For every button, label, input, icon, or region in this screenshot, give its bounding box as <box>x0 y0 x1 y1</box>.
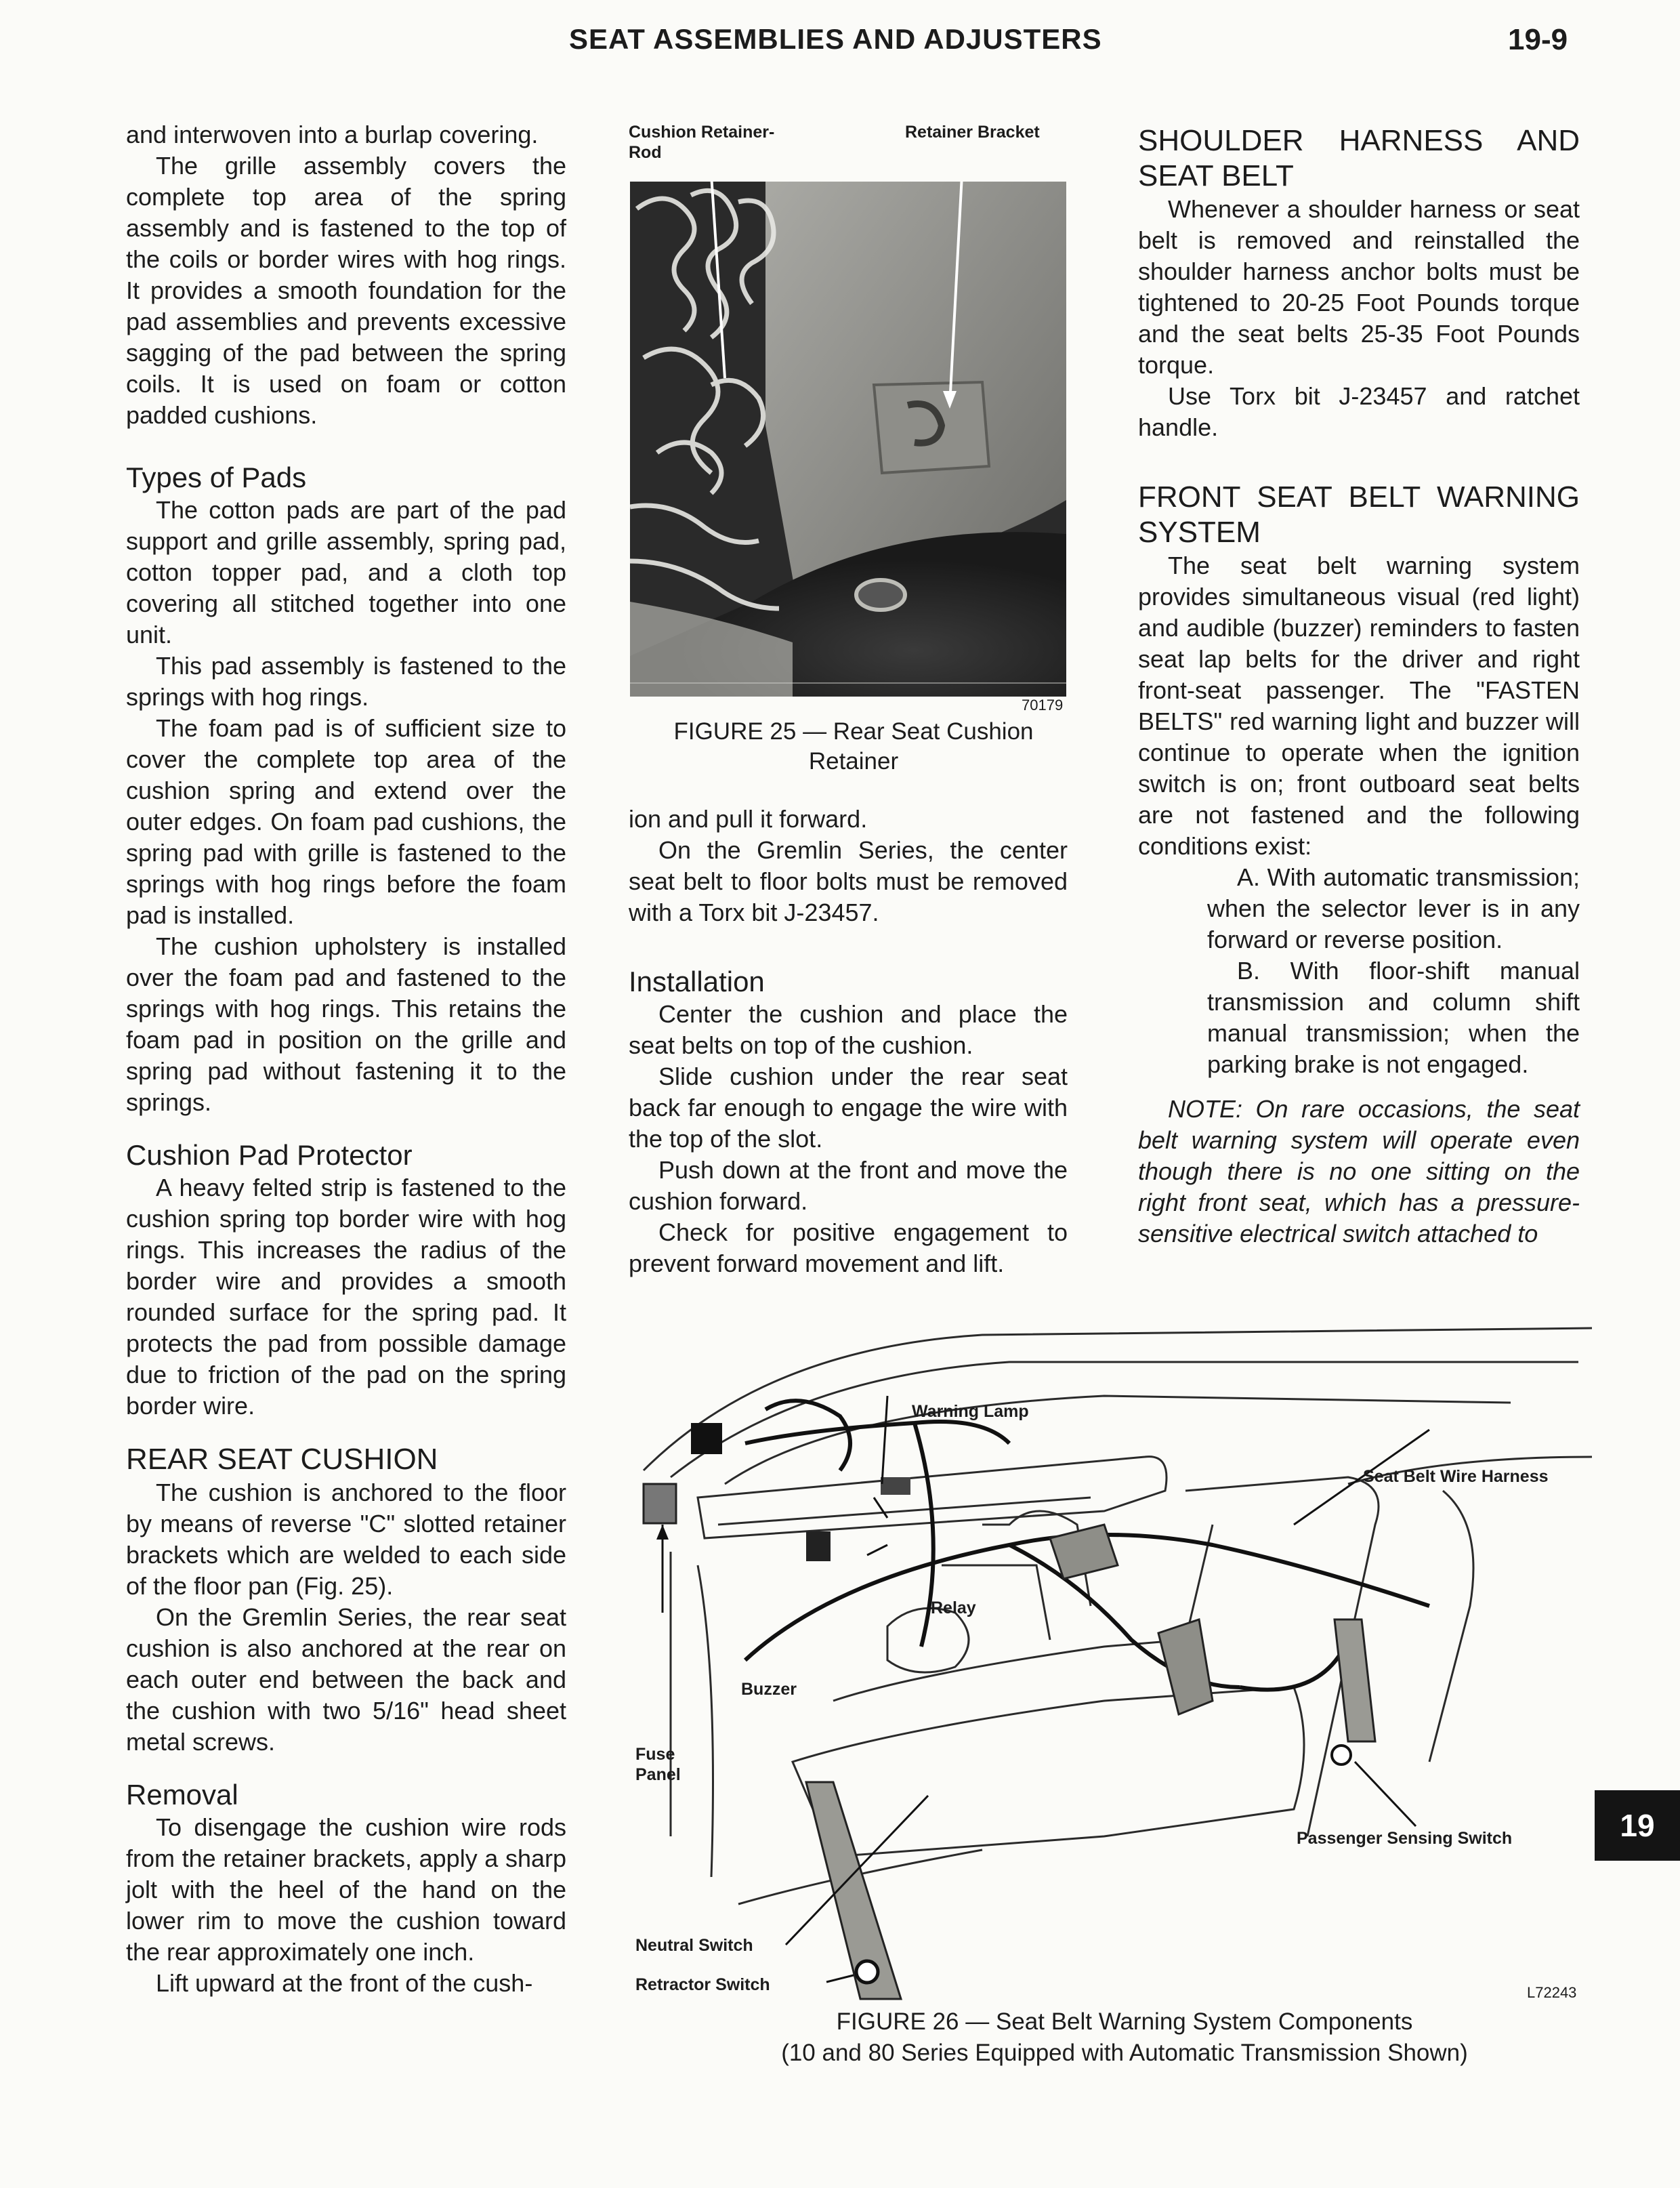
figure-26-label-warning-lamp: Warning Lamp <box>912 1402 1029 1421</box>
section-heading-types-of-pads: Types of Pads <box>126 461 307 493</box>
paragraph: To disengage the cushion wire rods from the retainer brackets, apply a sharp jolt with the heel of the hand on the lower rim to move the cushion toward the rear approximately one inch. <box>126 1813 566 1966</box>
figure-26-label-fuse-panel: Fuse Panel <box>635 1745 681 1784</box>
section-heading-rear-seat-cushion: REAR SEAT CUSHION <box>126 1443 438 1476</box>
figure-26-label-wire-harness: Seat Belt Wire Harness <box>1363 1467 1549 1486</box>
figure-25-photo <box>630 182 1066 697</box>
note-paragraph: NOTE: On rare occasions, the seat belt warning system will operate even though there is no one sitting on the right front seat, which has a pressure-sensitive electrical switch attached to <box>1138 1095 1580 1247</box>
figure-26-label-retractor-switch: Retractor Switch <box>635 1975 770 1994</box>
paragraph: Center the cushion and place the seat belts on top of the cushion. <box>629 1000 1068 1059</box>
section-heading-installation: Installation <box>629 966 765 997</box>
list-item: A. With automatic transmission; when the selector lever is in any forward or reverse position. <box>1207 863 1580 953</box>
section-tab: 19 <box>1595 1790 1680 1861</box>
paragraph: A heavy felted strip is fastened to the cushion spring top border wire with hog rings. This increases the radius of the border wire and provides a smooth rounded surface for the spring pad. It protects the pad from possible damage due to friction of the pad on the spring border wire. <box>126 1174 566 1420</box>
paragraph: Use Torx bit J-23457 and ratchet handle. <box>1138 382 1580 441</box>
paragraph: Check for positive engagement to prevent forward movement and lift. <box>629 1218 1068 1277</box>
paragraph: The cotton pads are part of the pad support and grille assembly, spring pad, cotton topper pad, and a cloth top covering all stitched together into one unit. <box>126 496 566 648</box>
paragraph: Push down at the front and move the cushion forward. <box>629 1156 1068 1215</box>
paragraph: This pad assembly is fastened to the springs with hog rings. <box>126 652 566 711</box>
paragraph: ion and pull it forward. <box>629 805 868 833</box>
figure-26-caption-line-2: (10 and 80 Series Equipped with Automatic Transmission Shown) <box>781 2040 1468 2066</box>
paragraph: The cushion upholstery is installed over the foam pad and fastened to the springs with hog rings. This retains the foam pad in position on the grille and spring pad without fastening it to the springs. <box>126 932 566 1116</box>
paragraph: Whenever a shoulder harness or seat belt is removed and reinstalled the shoulder harness anchor bolts must be tightened to 20-25 Foot Pounds torque and the seat belts 25-35 Foot Pounds torque. <box>1138 195 1580 379</box>
paragraph: and interwoven into a burlap covering. <box>126 121 539 148</box>
figure-25-label-retainer-bracket: Retainer Bracket <box>905 123 1040 142</box>
section-heading-cushion-pad-protector: Cushion Pad Protector <box>126 1139 413 1171</box>
paragraph: On the Gremlin Series, the rear seat cushion is also anchored at the rear on each outer end between the back and the cushion with two 5/16" head sheet metal screws. <box>126 1603 566 1756</box>
page-header: SEAT ASSEMBLIES AND ADJUSTERS <box>569 23 1102 55</box>
paragraph: The seat belt warning system provides simultaneous visual (red light) and audible (buzzer) reminders to fasten seat lap belts for the driver and right front-seat passenger. The "FASTEN BELTS" red warning light and buzzer will continue to operate when the ignition switch is on; front outboard seat belts are not fastened and the following conditions exist: <box>1138 552 1580 860</box>
figure-26-label-neutral-switch: Neutral Switch <box>635 1936 753 1955</box>
figure-26-label-buzzer: Buzzer <box>741 1680 797 1699</box>
paragraph: Lift upward at the front of the cush- <box>156 1969 533 1997</box>
figure-25-caption: FIGURE 25 — Rear Seat Cushion Retainer <box>673 718 1034 775</box>
section-heading-shoulder-harness: SHOULDER HARNESS AND SEAT BELT <box>1138 124 1580 192</box>
figure-26-label-passenger-switch: Passenger Sensing Switch <box>1297 1829 1513 1848</box>
figure-26-drawing <box>630 1321 1592 2006</box>
paragraph: The grille assembly covers the complete top area of the spring assembly and is fastened to the top of the coils or border wires with hog rings. It provides a smooth foundation for the pad assemblies and prevents excessive sagging of the pad between the spring coils. It is used on foam or cotton padded cushions. <box>126 152 566 429</box>
paragraph: The foam pad is of sufficient size to cover the complete top area of the cushion spring and extend over the outer edges. On foam pad cushions, the spring pad with grille is fastened to the springs with hog rings before the foam pad is installed. <box>126 714 566 929</box>
figure-26-label-relay: Relay <box>931 1598 976 1617</box>
paragraph: Slide cushion under the rear seat back far enough to engage the wire with the top of the slot. <box>629 1062 1068 1153</box>
figure-25-code: 70179 <box>1022 697 1064 714</box>
section-heading-front-seat-belt-warning: FRONT SEAT BELT WARNING SYSTEM <box>1138 480 1580 549</box>
section-heading-removal: Removal <box>126 1779 238 1811</box>
column-right <box>1138 123 1580 1250</box>
figure-25-label-retainer-rod: Cushion Retainer-Rod <box>629 123 775 162</box>
figure-26-code: L72243 <box>1527 1984 1577 2001</box>
list-item: B. With floor-shift manual transmission and column shift manual transmission; when the parking brake is not engaged. <box>1207 957 1580 1078</box>
column-left <box>126 119 566 1999</box>
page-number: 19-9 <box>1508 23 1568 56</box>
paragraph: On the Gremlin Series, the center seat belt to floor bolts must be removed with a Torx bit J-23457. <box>629 836 1068 926</box>
paragraph: The cushion is anchored to the floor by means of reverse "C" slotted retainer brackets which are welded to each side of the floor pan (Fig. 25). <box>126 1479 566 1600</box>
column-middle <box>629 804 1068 1279</box>
figure-26-caption-line-1: FIGURE 26 — Seat Belt Warning System Components <box>836 2008 1413 2035</box>
